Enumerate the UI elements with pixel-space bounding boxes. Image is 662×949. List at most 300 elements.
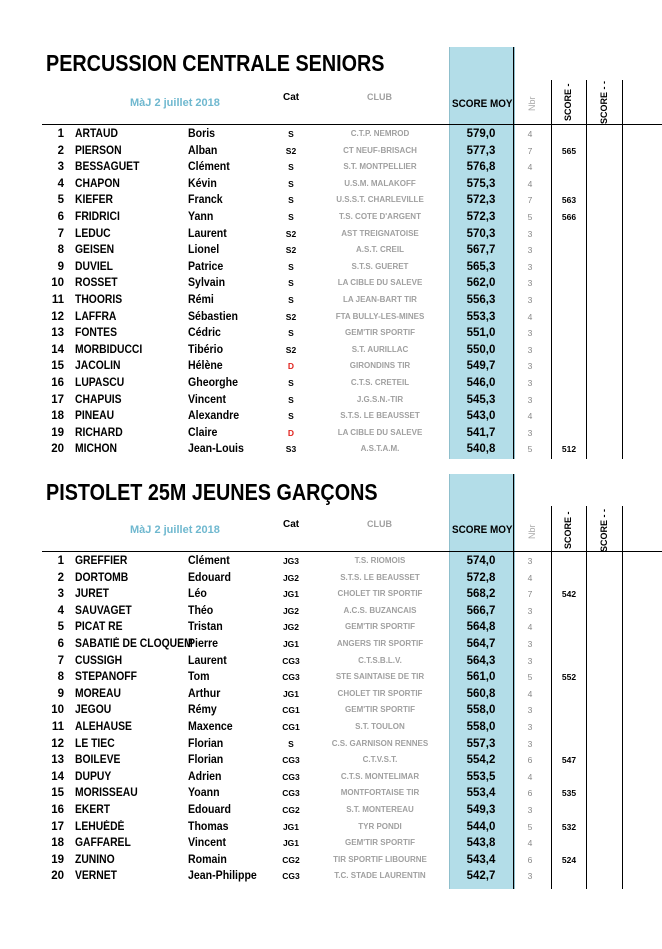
score-moy-cell: 553,3 xyxy=(466,310,496,323)
table-row xyxy=(0,192,660,209)
last-name-cell: SABATIÉ DE CLOQUEM xyxy=(75,637,193,650)
first-name-cell: Yoann xyxy=(188,787,220,800)
score-moy-cell: 543,4 xyxy=(466,853,496,866)
club-cell: C.T.S.B.L.V. xyxy=(358,655,402,665)
rank-cell: 19 xyxy=(51,853,64,866)
nbr-cell: 4 xyxy=(527,572,533,583)
club-cell: C.S. GARNISON RENNES xyxy=(331,738,429,748)
category-cell: JG2 xyxy=(282,622,300,633)
first-name-cell: Pierre xyxy=(188,637,219,650)
category-cell: S3 xyxy=(285,444,297,455)
last-name-cell: MOREAU xyxy=(75,687,122,700)
category-cell: S xyxy=(288,178,294,189)
category-cell: S2 xyxy=(285,145,297,156)
table-row xyxy=(0,209,660,226)
club-cell: TYR PONDI xyxy=(358,821,402,831)
category-cell: S2 xyxy=(285,245,297,256)
category-cell: JG1 xyxy=(282,589,300,600)
table-row xyxy=(0,603,660,620)
table-row xyxy=(0,358,660,375)
score-moy-cell: 557,3 xyxy=(466,737,496,750)
rank-cell: 16 xyxy=(51,376,64,389)
club-cell: GEM'TIR SPORTIF xyxy=(345,705,415,715)
score-1-cell: 535 xyxy=(561,788,577,799)
category-cell: S xyxy=(288,328,294,339)
nbr-cell: 4 xyxy=(527,688,533,699)
category-cell: CG3 xyxy=(282,871,300,882)
last-name-cell: VERNET xyxy=(75,870,117,883)
update-date: MàJ 2 juillet 2018 xyxy=(130,97,220,109)
last-name-cell: CHAPUIS xyxy=(75,393,122,406)
score-moy-cell: 566,7 xyxy=(466,604,496,617)
first-name-cell: Thomas xyxy=(188,820,229,833)
score-moy-cell: 567,7 xyxy=(466,244,496,257)
nbr-cell: 3 xyxy=(527,394,533,405)
nbr-cell: 3 xyxy=(527,261,533,272)
first-name-cell: Kévin xyxy=(188,177,217,190)
nbr-cell: 7 xyxy=(527,145,533,156)
nbr-cell: 3 xyxy=(527,804,533,815)
first-name-cell: Lionel xyxy=(188,244,220,257)
nbr-cell: 4 xyxy=(527,838,533,849)
rank-cell: 3 xyxy=(57,161,64,174)
table-row xyxy=(0,686,660,703)
category-cell: JG1 xyxy=(282,638,300,649)
rank-cell: 14 xyxy=(51,770,64,783)
club-cell: CHOLET TIR SPORTIF xyxy=(337,589,423,599)
nbr-cell: 3 xyxy=(527,871,533,882)
first-name-cell: Vincent xyxy=(188,837,227,850)
first-name-cell: Franck xyxy=(188,194,223,207)
last-name-cell: LEHUÉDÉ xyxy=(75,820,125,833)
club-cell: FTA BULLY-LES-MINES xyxy=(335,311,425,321)
rank-cell: 18 xyxy=(51,837,64,850)
last-name-cell: PINEAU xyxy=(75,410,115,423)
category-cell: CG3 xyxy=(282,771,300,782)
table-body xyxy=(0,126,660,458)
rank-cell: 20 xyxy=(51,443,64,456)
category-cell: S xyxy=(288,377,294,388)
table-row xyxy=(0,802,660,819)
score-moy-cell: 560,8 xyxy=(466,687,496,700)
rank-cell: 13 xyxy=(51,327,64,340)
header-nbr: Nbr xyxy=(527,96,537,111)
club-cell: LA CIBLE DU SALEVE xyxy=(337,278,423,288)
category-cell: S xyxy=(288,162,294,173)
club-cell: LA CIBLE DU SALEVE xyxy=(337,427,423,437)
nbr-cell: 3 xyxy=(527,377,533,388)
table-row xyxy=(0,126,660,143)
first-name-cell: Florian xyxy=(188,737,224,750)
header-club: CLUB xyxy=(367,92,392,102)
first-name-cell: Jean-Louis xyxy=(188,443,244,456)
last-name-cell: DUPUY xyxy=(75,770,112,783)
header-cat: Cat xyxy=(283,519,300,530)
nbr-cell: 4 xyxy=(527,622,533,633)
rank-cell: 15 xyxy=(51,360,64,373)
score-moy-cell: 543,8 xyxy=(466,837,496,850)
first-name-cell: Jean-Philippe xyxy=(188,870,257,883)
club-cell: U.S.S.T. CHARLEVILLE xyxy=(336,195,424,205)
nbr-cell: 3 xyxy=(527,721,533,732)
table-row xyxy=(0,736,660,753)
last-name-cell: DUVIEL xyxy=(75,260,113,273)
last-name-cell: MORISSEAU xyxy=(75,787,138,800)
club-cell: TIR SPORTIF LIBOURNE xyxy=(333,854,427,864)
last-name-cell: DORTOMB xyxy=(75,571,129,584)
score-1-cell: 532 xyxy=(561,821,577,832)
first-name-cell: Patrice xyxy=(188,260,224,273)
score-1-cell: 563 xyxy=(561,195,577,206)
table-row xyxy=(0,176,660,193)
club-cell: S.T.S. LE BEAUSSET xyxy=(340,411,420,421)
rank-cell: 12 xyxy=(51,737,64,750)
rank-cell: 10 xyxy=(51,704,64,717)
last-name-cell: ROSSET xyxy=(75,277,118,290)
last-name-cell: JEGOU xyxy=(75,704,112,717)
nbr-cell: 3 xyxy=(527,278,533,289)
first-name-cell: Rémi xyxy=(188,293,214,306)
first-name-cell: Alexandre xyxy=(188,410,240,423)
last-name-cell: LAFFRA xyxy=(75,310,117,323)
nbr-cell: 4 xyxy=(527,411,533,422)
nbr-cell: 3 xyxy=(527,427,533,438)
nbr-cell: 3 xyxy=(527,655,533,666)
club-cell: S.T. MONTEREAU xyxy=(346,804,414,814)
score-moy-cell: 558,0 xyxy=(466,720,496,733)
rank-cell: 1 xyxy=(57,555,64,567)
table-row xyxy=(0,835,660,852)
last-name-cell: JACOLIN xyxy=(75,360,121,373)
first-name-cell: Léo xyxy=(188,588,207,601)
club-cell: C.T.S. CRETEIL xyxy=(350,377,410,387)
last-name-cell: BOILEVE xyxy=(75,754,121,767)
rank-cell: 5 xyxy=(57,621,64,634)
rank-cell: 19 xyxy=(51,426,64,439)
header-nbr: Nbr xyxy=(527,524,537,539)
score-moy-cell: 572,3 xyxy=(466,194,496,207)
club-cell: A.S.T.A.M. xyxy=(360,444,400,454)
last-name-cell: GAFFAREL xyxy=(75,837,131,850)
nbr-cell: 3 xyxy=(527,605,533,616)
category-cell: S xyxy=(288,738,294,749)
table-row xyxy=(0,425,660,442)
nbr-cell: 4 xyxy=(527,162,533,173)
table-body xyxy=(0,553,660,885)
table-row xyxy=(0,309,660,326)
first-name-cell: Théo xyxy=(188,604,214,617)
table-row xyxy=(0,702,660,719)
table-row xyxy=(0,259,660,276)
club-cell: ANGERS TIR SPORTIF xyxy=(336,638,424,648)
last-name-cell: BESSAGUET xyxy=(75,161,140,174)
nbr-cell: 3 xyxy=(527,638,533,649)
first-name-cell: Florian xyxy=(188,754,224,767)
last-name-cell: LEDUC xyxy=(75,227,111,240)
header-score-1: SCORE - xyxy=(563,511,573,549)
table-row xyxy=(0,669,660,686)
club-cell: C.T.S. MONTELIMAR xyxy=(340,771,420,781)
category-cell: JG1 xyxy=(282,688,300,699)
score-1-cell: 542 xyxy=(561,589,577,600)
last-name-cell: SAUVAGET xyxy=(75,604,132,617)
club-cell: STE SAINTAISE DE TIR xyxy=(335,672,425,682)
category-cell: S xyxy=(288,411,294,422)
club-cell: AST TREIGNATOISE xyxy=(341,228,419,238)
first-name-cell: Laurent xyxy=(188,227,227,240)
score-moy-cell: 558,0 xyxy=(466,704,496,717)
category-cell: S xyxy=(288,195,294,206)
club-cell: T.S. RIOMOIS xyxy=(354,556,406,565)
table-percussion-centrale-seniors xyxy=(0,0,660,462)
category-cell: JG2 xyxy=(282,572,300,583)
table-row xyxy=(0,819,660,836)
first-name-cell: Boris xyxy=(188,128,216,140)
table-row xyxy=(0,636,660,653)
nbr-cell: 5 xyxy=(527,821,533,832)
score-moy-cell: 543,0 xyxy=(466,410,496,423)
category-cell: S xyxy=(288,261,294,272)
score-1-cell: 547 xyxy=(561,755,577,766)
table-row xyxy=(0,392,660,409)
rank-cell: 17 xyxy=(51,820,64,833)
last-name-cell: GEISEN xyxy=(75,244,115,257)
rank-cell: 15 xyxy=(51,787,64,800)
club-cell: S.T. MONTPELLIER xyxy=(343,162,417,172)
nbr-cell: 5 xyxy=(527,444,533,455)
category-cell: CG2 xyxy=(282,854,300,865)
nbr-cell: 6 xyxy=(527,854,533,865)
category-cell: D xyxy=(287,427,295,438)
first-name-cell: Rémy xyxy=(188,704,217,717)
club-cell: S.T. AURILLAC xyxy=(351,344,409,354)
club-cell: LA JEAN-BART TIR xyxy=(343,294,417,304)
table-row xyxy=(0,586,660,603)
category-cell: JG1 xyxy=(282,821,300,832)
last-name-cell: EKERT xyxy=(75,803,111,816)
club-cell: A.C.S. BUZANCAIS xyxy=(343,605,417,615)
rank-cell: 20 xyxy=(51,870,64,883)
last-name-cell: ARTAUD xyxy=(75,128,118,140)
last-name-cell: LE TIEC xyxy=(75,737,115,750)
club-cell: CHOLET TIR SPORTIF xyxy=(337,688,423,698)
rank-cell: 2 xyxy=(57,571,64,584)
club-cell: MONTFORTAISE TIR xyxy=(340,788,420,798)
first-name-cell: Alban xyxy=(188,144,218,157)
nbr-cell: 6 xyxy=(527,788,533,799)
rank-cell: 4 xyxy=(57,604,64,617)
last-name-cell: RICHARD xyxy=(75,426,123,439)
nbr-cell: 5 xyxy=(527,211,533,222)
club-cell: C.T.P. NEMROD xyxy=(350,129,410,138)
nbr-cell: 3 xyxy=(527,294,533,305)
nbr-cell: 3 xyxy=(527,738,533,749)
first-name-cell: Laurent xyxy=(188,654,227,667)
nbr-cell: 7 xyxy=(527,195,533,206)
table-row xyxy=(0,226,660,243)
rank-cell: 17 xyxy=(51,393,64,406)
rank-cell: 8 xyxy=(57,244,64,257)
rank-cell: 3 xyxy=(57,588,64,601)
score-1-cell: 565 xyxy=(561,145,577,156)
score-moy-cell: 574,0 xyxy=(466,555,496,567)
score-moy-cell: 550,0 xyxy=(466,343,496,356)
first-name-cell: Maxence xyxy=(188,720,233,733)
table-row xyxy=(0,769,660,786)
rank-cell: 11 xyxy=(51,293,64,306)
rank-cell: 16 xyxy=(51,803,64,816)
first-name-cell: Arthur xyxy=(188,687,221,700)
nbr-cell: 7 xyxy=(527,589,533,600)
score-moy-cell: 570,3 xyxy=(466,227,496,240)
score-moy-cell: 572,8 xyxy=(466,571,496,584)
club-cell: T.C. STADE LAURENTIN xyxy=(334,871,426,881)
last-name-cell: MICHON xyxy=(75,443,117,456)
score-moy-cell: 562,0 xyxy=(466,277,496,290)
rank-cell: 10 xyxy=(51,277,64,290)
category-cell: S xyxy=(288,394,294,405)
score-moy-cell: 572,3 xyxy=(466,210,496,223)
category-cell: CG3 xyxy=(282,655,300,666)
first-name-cell: Romain xyxy=(188,853,227,866)
table-row xyxy=(0,653,660,670)
last-name-cell: FRIDRICI xyxy=(75,210,120,223)
first-name-cell: Tibério xyxy=(188,343,224,356)
table-pistolet-25m-jeunes-garcons xyxy=(0,466,660,949)
table-row xyxy=(0,375,660,392)
first-name-cell: Clément xyxy=(188,161,230,174)
score-1-cell: 566 xyxy=(561,211,577,222)
category-cell: CG2 xyxy=(282,804,300,815)
table-row xyxy=(0,852,660,869)
first-name-cell: Vincent xyxy=(188,393,227,406)
category-cell: S xyxy=(288,129,294,139)
category-cell: JG1 xyxy=(282,838,300,849)
category-cell: JG3 xyxy=(282,556,300,566)
nbr-cell: 3 xyxy=(527,705,533,716)
first-name-cell: Yann xyxy=(188,210,214,223)
last-name-cell: ZUNINO xyxy=(75,853,115,866)
score-moy-cell: 575,3 xyxy=(466,177,496,190)
rank-cell: 7 xyxy=(57,227,64,240)
nbr-cell: 4 xyxy=(527,771,533,782)
table-row xyxy=(0,159,660,176)
nbr-cell: 3 xyxy=(527,245,533,256)
header-cat: Cat xyxy=(283,92,300,103)
last-name-cell: ALEHAUSE xyxy=(75,720,132,733)
category-cell: S xyxy=(288,294,294,305)
header-score-moy: SCORE MOY xyxy=(452,524,513,536)
last-name-cell: FONTES xyxy=(75,327,117,340)
header-rule xyxy=(42,124,662,125)
score-moy-cell: 553,4 xyxy=(466,787,496,800)
category-cell: CG3 xyxy=(282,788,300,799)
nbr-cell: 4 xyxy=(527,178,533,189)
table-row xyxy=(0,553,660,570)
rank-cell: 13 xyxy=(51,754,64,767)
update-date: MàJ 2 juillet 2018 xyxy=(130,524,220,536)
last-name-cell: THOORIS xyxy=(75,293,123,306)
first-name-cell: Edouard xyxy=(188,803,231,816)
last-name-cell: PICAT RE xyxy=(75,621,123,634)
score-moy-cell: 564,3 xyxy=(466,654,496,667)
score-1-cell: 552 xyxy=(561,672,577,683)
header-score-2: SCORE - - xyxy=(599,80,609,124)
table-row xyxy=(0,719,660,736)
table-row xyxy=(0,619,660,636)
score-moy-cell: 579,0 xyxy=(466,128,496,140)
score-moy-cell: 540,8 xyxy=(466,443,496,456)
last-name-cell: CUSSIGH xyxy=(75,654,123,667)
category-cell: S xyxy=(288,211,294,222)
first-name-cell: Gheorghe xyxy=(188,376,238,389)
category-cell: CG1 xyxy=(282,705,300,716)
first-name-cell: Tristan xyxy=(188,621,223,634)
category-cell: D xyxy=(287,361,295,372)
table-row xyxy=(0,441,660,458)
rank-cell: 9 xyxy=(57,260,64,273)
last-name-cell: KIEFER xyxy=(75,194,113,207)
first-name-cell: Adrien xyxy=(188,770,222,783)
table-row xyxy=(0,408,660,425)
club-cell: A.S.T. CREIL xyxy=(355,245,404,255)
score-moy-cell: 553,5 xyxy=(466,770,496,783)
club-cell: GIRONDINS TIR xyxy=(349,361,411,371)
category-cell: CG1 xyxy=(282,721,300,732)
first-name-cell: Hélène xyxy=(188,360,223,373)
table-title: PISTOLET 25M JEUNES GARÇONS xyxy=(46,479,378,505)
last-name-cell: GREFFIER xyxy=(75,555,128,567)
score-moy-cell: 577,3 xyxy=(466,144,496,157)
score-moy-cell: 549,7 xyxy=(466,360,496,373)
score-moy-cell: 545,3 xyxy=(466,393,496,406)
nbr-cell: 3 xyxy=(527,344,533,355)
category-cell: CG3 xyxy=(282,755,300,766)
table-row xyxy=(0,242,660,259)
rank-cell: 7 xyxy=(57,654,64,667)
category-cell: S2 xyxy=(285,228,297,239)
header-score-1: SCORE - xyxy=(563,83,573,121)
score-moy-cell: 551,0 xyxy=(466,327,496,340)
header-score-2: SCORE - - xyxy=(599,508,609,552)
score-moy-cell: 568,2 xyxy=(466,588,496,601)
rank-cell: 8 xyxy=(57,671,64,684)
club-cell: GEM'TIR SPORTIF xyxy=(345,328,415,338)
score-moy-cell: 576,8 xyxy=(466,161,496,174)
club-cell: T.S. COTE D'ARGENT xyxy=(339,211,421,221)
score-moy-cell: 561,0 xyxy=(466,671,496,684)
last-name-cell: JURET xyxy=(75,588,109,601)
category-cell: CG3 xyxy=(282,672,300,683)
last-name-cell: STEPANOFF xyxy=(75,671,137,684)
category-cell: JG2 xyxy=(282,605,300,616)
score-moy-cell: 556,3 xyxy=(466,293,496,306)
rank-cell: 2 xyxy=(57,144,64,157)
first-name-cell: Edouard xyxy=(188,571,231,584)
rank-cell: 14 xyxy=(51,343,64,356)
club-cell: S.T. TOULON xyxy=(355,721,405,731)
first-name-cell: Sébastien xyxy=(188,310,238,323)
club-cell: CT NEUF-BRISACH xyxy=(343,145,417,155)
first-name-cell: Clément xyxy=(188,555,230,567)
score-moy-cell: 544,0 xyxy=(466,820,496,833)
score-moy-cell: 565,3 xyxy=(466,260,496,273)
rank-cell: 9 xyxy=(57,687,64,700)
score-1-cell: 512 xyxy=(561,444,577,455)
rank-cell: 11 xyxy=(51,720,64,733)
rank-cell: 5 xyxy=(57,194,64,207)
category-cell: S xyxy=(288,278,294,289)
